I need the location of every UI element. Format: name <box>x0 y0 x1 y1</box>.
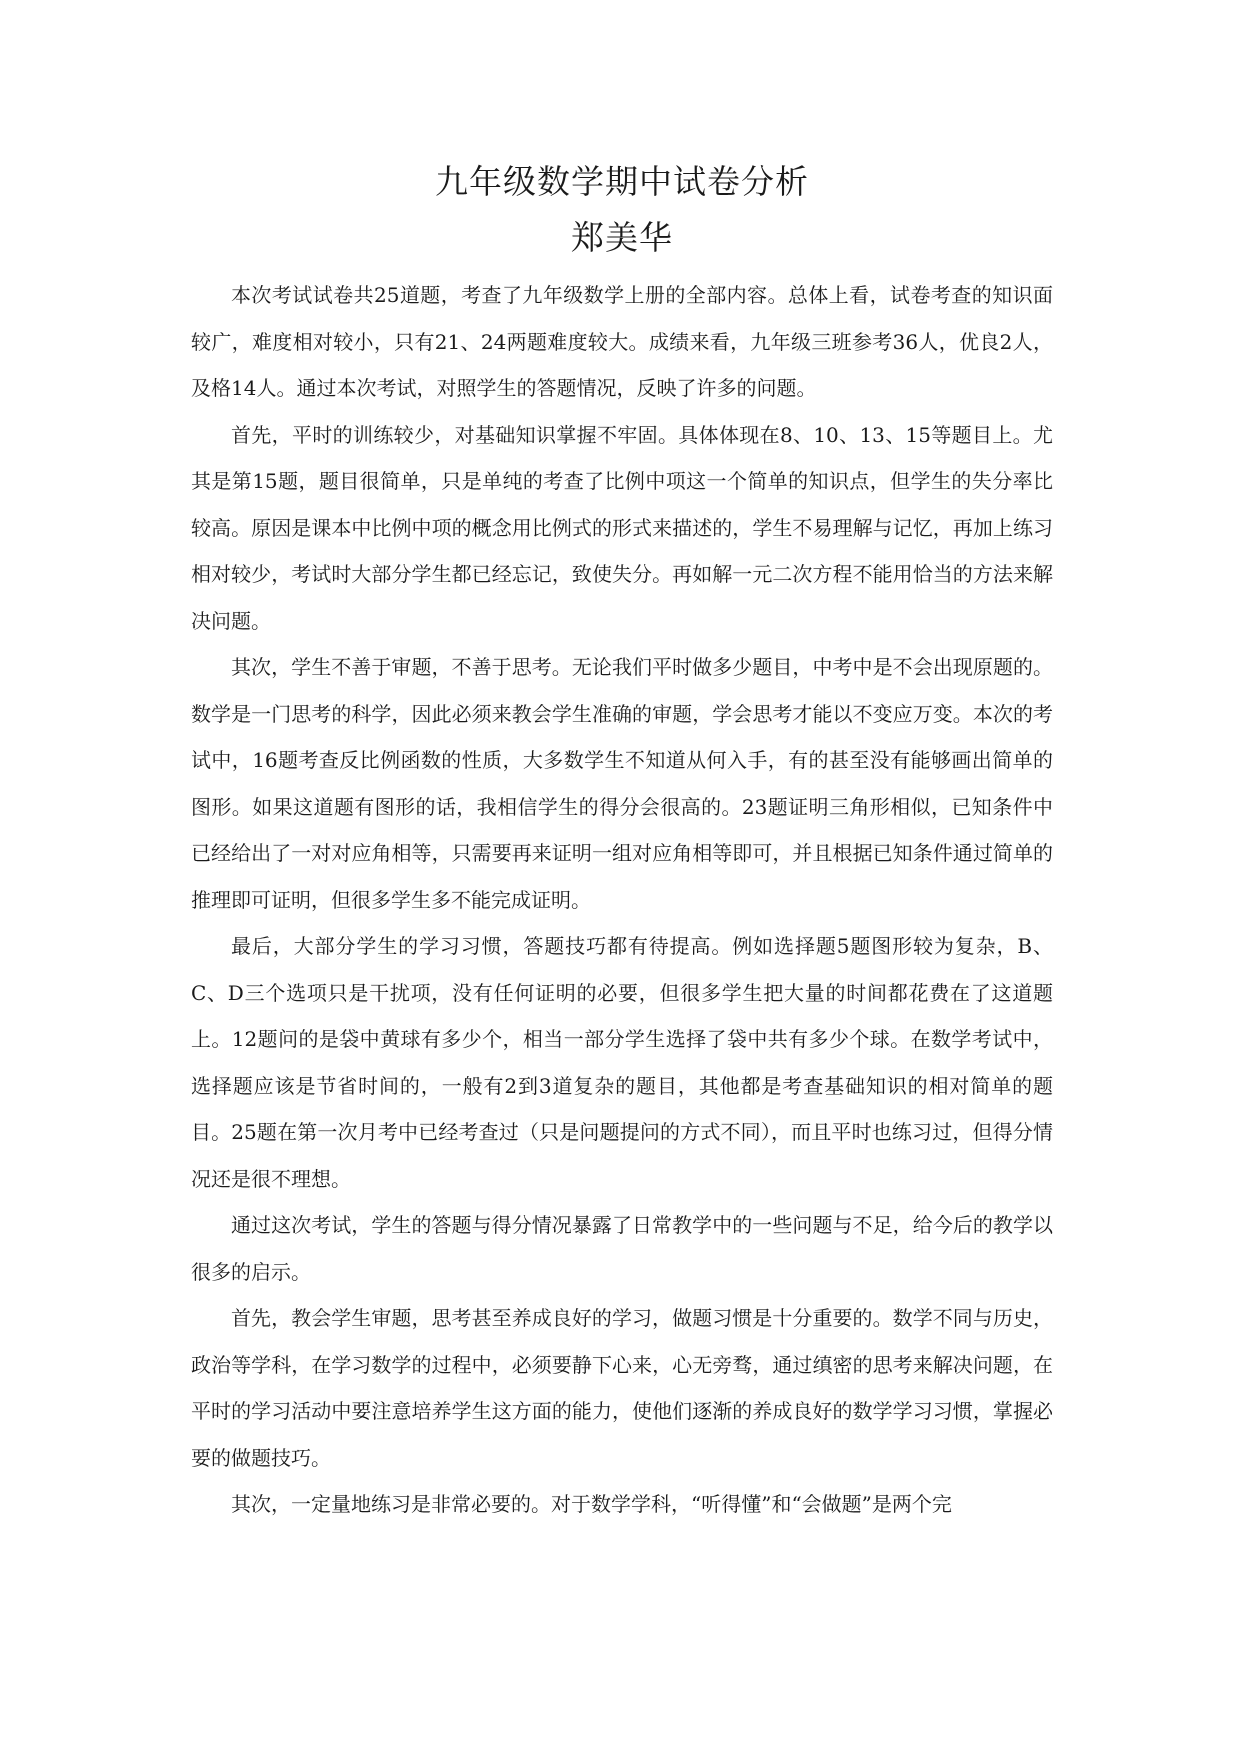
document-author: 郑美华 <box>571 218 673 257</box>
paragraph-second-lesson: 其次，一定量地练习是非常必要的。对于数学学科，“听得懂”和“会做题”是两个完 <box>231 1492 952 1516</box>
paragraph-intro: 本次考试试卷共25道题，考查了九年级数学上册的全部内容。总体上看，试卷考查的知识面较广，难度相对较小，只有21、24两题难度较大。成绩来看，九年级三班参考36人，优良2人，及格14人。通过本次考试，对照学生的答题情况，反映了许多的问题。 <box>191 283 1053 400</box>
paragraph-last-problem: 最后，大部分学生的学习习惯，答题技巧都有待提高。例如选择题5题图形较为复杂，B、C、D三个选项只是干扰项，没有任何证明的必要，但很多学生把大量的时间都花费在了这道题上。12题问的是袋中黄球有多少个，相当一部分学生选择了袋中共有多少个球。在数学考试中，选择题应该是节省时间的，一般有2到3道复杂的题目，其他都是考查基础知识的相对简单的题目。25题在第一次月考中已经考查过（只是问题提问的方式不同），而且平时也练习过，但得分情况还是很不理想。 <box>191 934 1053 1191</box>
paragraph-second-problem: 其次，学生不善于审题，不善于思考。无论我们平时做多少题目，中考中是不会出现原题的。数学是一门思考的科学，因此必须来教会学生准确的审题，学会思考才能以不变应万变。本次的考试中，16题考查反比例函数的性质，大多数学生不知道从何入手，有的甚至没有能够画出简单的图形。如果这道题有图形的话，我相信学生的得分会很高的。23题证明三角形相似，已知条件中已经给出了一对对应角相等，只需要再来证明一组对应角相等即可，并且根据已知条件通过简单的推理即可证明，但很多学生多不能完成证明。 <box>191 655 1053 912</box>
paragraph-first-problem: 首先，平时的训练较少，对基础知识掌握不牢固。具体体现在8、10、13、15等题目上。尤其是第15题，题目很简单，只是单纯的考查了比例中项这一个简单的知识点，但学生的失分率比较高。原因是课本中比例中项的概念用比例式的形式来描述的，学生不易理解与记忆，再加上练习相对较少，考试时大部分学生都已经忘记，致使失分。再如解一元二次方程不能用恰当的方法来解决问题。 <box>191 422 1053 633</box>
document-title: 九年级数学期中试卷分析 <box>435 162 809 201</box>
paragraph-reflection: 通过这次考试，学生的答题与得分情况暴露了日常教学中的一些问题与不足，给今后的教学以很多的启示。 <box>191 1213 1053 1284</box>
paragraph-first-lesson: 首先，教会学生审题，思考甚至养成良好的学习，做题习惯是十分重要的。数学不同与历史，政治等学科，在学习数学的过程中，必须要静下心来，心无旁骛，通过缜密的思考来解决问题，在平时的学习活动中要注意培养学生这方面的能力，使他们逐渐的养成良好的数学学习习惯，掌握必要的做题技巧。 <box>191 1306 1053 1470</box>
